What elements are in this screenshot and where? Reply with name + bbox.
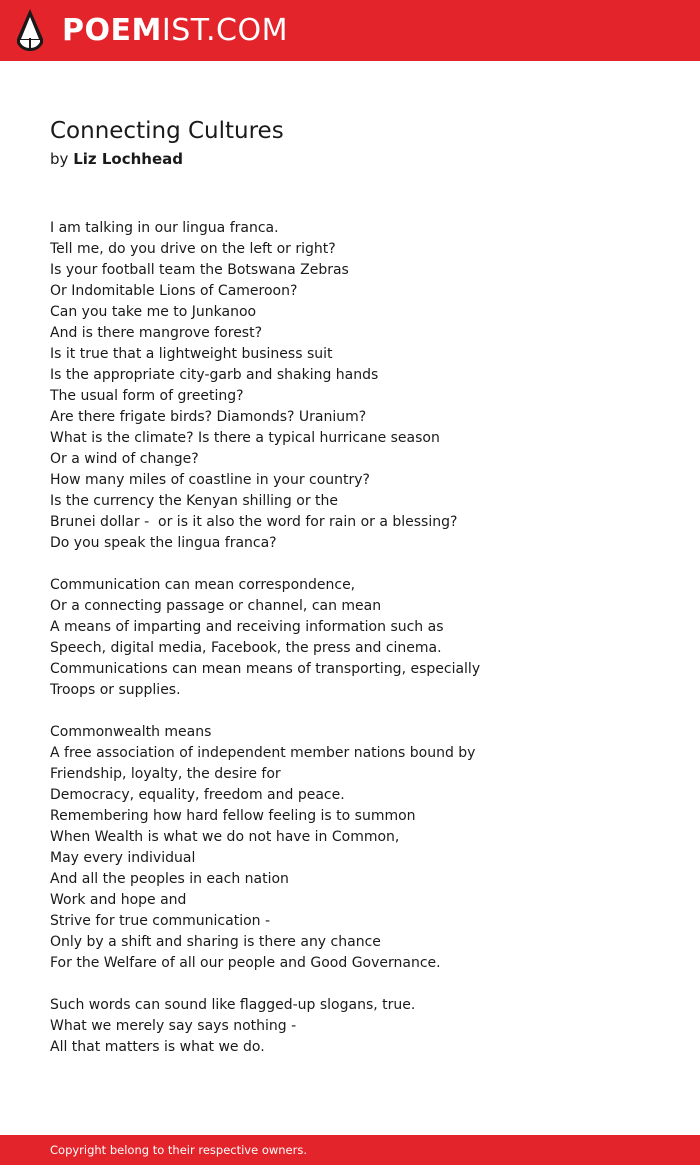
- poem-line: And is there mangrove forest?: [50, 325, 263, 341]
- brand-bold: POEM: [62, 13, 162, 48]
- poem-line: Troops or supplies.: [50, 682, 181, 698]
- poem-line: Is the currency the Kenyan shilling or the: [50, 493, 339, 509]
- site-logo-text[interactable]: [62, 12, 288, 50]
- byline-prefix: by: [50, 150, 69, 168]
- poem-line: Such words can sound like flagged-up slogans, true.: [50, 997, 416, 1013]
- pencil-icon[interactable]: [17, 9, 43, 51]
- poem-line: The usual form of greeting?: [50, 388, 244, 404]
- stanza-break: [50, 554, 670, 575]
- poem-line: How many miles of coastline in your country?: [50, 472, 370, 488]
- poem-line: A free association of independent member nations bound by: [50, 745, 476, 761]
- poem-line: Strive for true communication -: [50, 913, 271, 929]
- poem-line: Is the appropriate city-garb and shaking hands: [50, 367, 379, 383]
- poem-line: Friendship, loyalty, the desire for: [50, 766, 281, 782]
- poem-line: Remembering how hard fellow feeling is to summon: [50, 808, 416, 824]
- stanza-break: [50, 974, 670, 995]
- poem-line: Or a connecting passage or channel, can mean: [50, 598, 382, 614]
- copyright-text: Copyright belong to their respective owners.: [50, 1143, 308, 1157]
- poem-line: Communication can mean correspondence,: [50, 577, 356, 593]
- poem-line: Or Indomitable Lions of Cameroon?: [50, 283, 298, 299]
- poem-line: Or a wind of change?: [50, 451, 199, 467]
- stanza-break: [50, 701, 670, 722]
- site-header: [0, 0, 700, 61]
- poem-line: What we merely say says nothing -: [50, 1018, 297, 1034]
- poem-title: Connecting Cultures: [50, 118, 284, 144]
- poem-line: Work and hope and: [50, 892, 187, 908]
- poem-line: What is the climate? Is there a typical hurricane season: [50, 430, 440, 446]
- poem-line: Tell me, do you drive on the left or right?: [50, 241, 336, 257]
- poem-line: May every individual: [50, 850, 196, 866]
- poem-line: Do you speak the lingua franca?: [50, 535, 277, 551]
- poem-line: I am talking in our lingua franca.: [50, 220, 279, 236]
- poem-line: Democracy, equality, freedom and peace.: [50, 787, 345, 803]
- poem-line: Can you take me to Junkanoo: [50, 304, 257, 320]
- poem-body: [50, 218, 670, 1058]
- poem-line: And all the peoples in each nation: [50, 871, 289, 887]
- poem-line: Speech, digital media, Facebook, the press and cinema.: [50, 640, 442, 656]
- poem-line: Are there frigate birds? Diamonds? Uranium?: [50, 409, 367, 425]
- poem-line: All that matters is what we do.: [50, 1039, 265, 1055]
- poem-author: Liz Lochhead: [73, 150, 183, 168]
- poem-line: A means of imparting and receiving information such as: [50, 619, 444, 635]
- brand-light: IST.COM: [161, 13, 288, 48]
- poem-line: For the Welfare of all our people and Good Governance.: [50, 955, 441, 971]
- poem-line: Is your football team the Botswana Zebras: [50, 262, 349, 278]
- poem-line: When Wealth is what we do not have in Common,: [50, 829, 400, 845]
- poem-line: Commonwealth means: [50, 724, 212, 740]
- poem-line: Communications can mean means of transporting, especially: [50, 661, 481, 677]
- poem-line: Brunei dollar - or is it also the word for rain or a blessing?: [50, 514, 458, 530]
- poem-line: Is it true that a lightweight business suit: [50, 346, 333, 362]
- poem-byline: [50, 148, 183, 170]
- site-footer: [0, 1135, 700, 1165]
- poem-line: Only by a shift and sharing is there any chance: [50, 934, 381, 950]
